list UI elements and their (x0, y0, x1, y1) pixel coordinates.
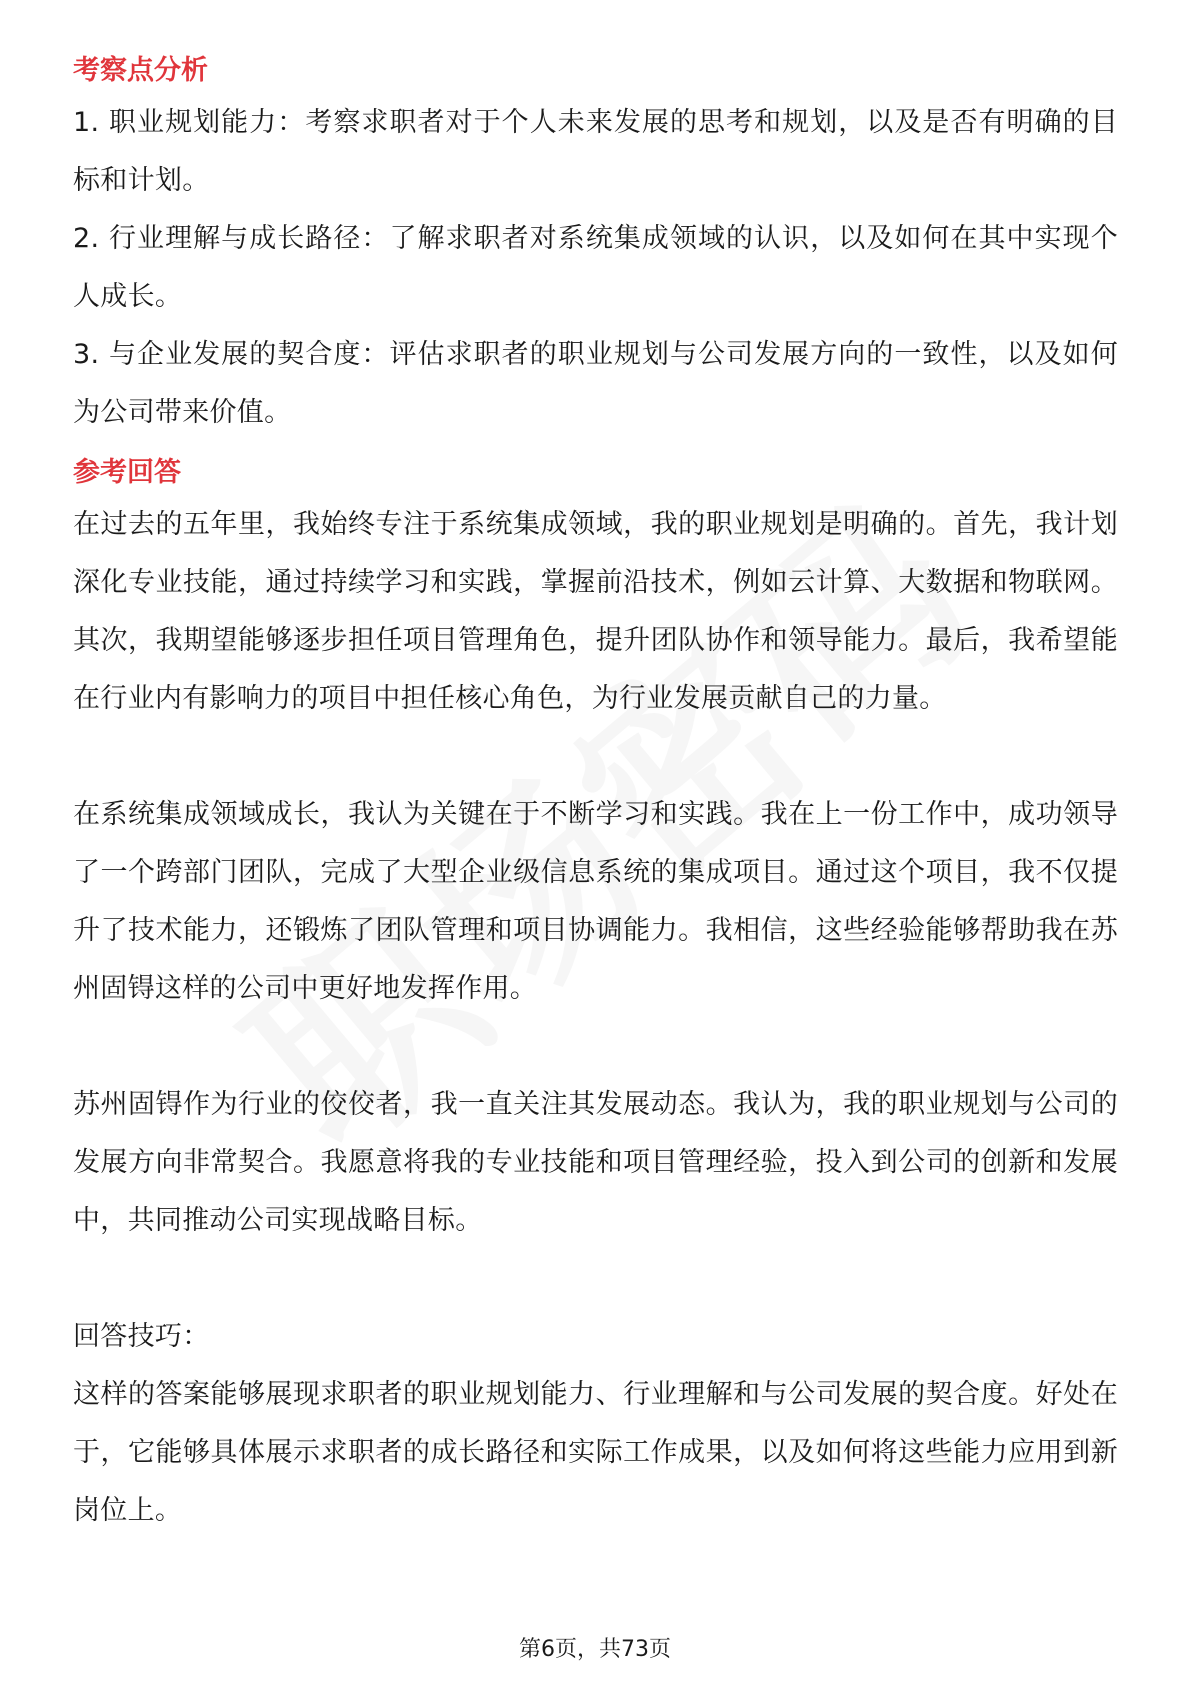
tips-paragraph: 这样的答案能够展现求职者的职业规划能力、行业理解和与公司发展的契合度。好处在于，它能够具体展示求职者的成长路径和实际工作成果，以及如何将这些能力应用到新岗位上。 (73, 1379, 1118, 1526)
answer-paragraph: 在过去的五年里，我始终专注于系统集成领域，我的职业规划是明确的。首先，我计划深化专业技能，通过持续学习和实践，掌握前沿技术，例如云计算、大数据和物联网。其次，我期望能够逐步担任项目管理角色，提升团队协作和领导能力。最后，我希望能在行业内有影响力的项目中担任核心角色，为行业发展贡献自己的力量。 (73, 509, 1118, 714)
section-heading-answer: 参考回答 (73, 457, 181, 488)
analysis-item: 3. 与企业发展的契合度：评估求职者的职业规划与公司发展方向的一致性，以及如何为公司带来价值。 (73, 339, 1118, 428)
tips-heading: 回答技巧： (73, 1321, 210, 1352)
analysis-item: 2. 行业理解与成长路径：了解求职者对系统集成领域的认识，以及如何在其中实现个人成长。 (73, 223, 1118, 312)
analysis-list (73, 94, 1118, 442)
analysis-item: 1. 职业规划能力：考察求职者对于个人未来发展的思考和规划，以及是否有明确的目标和计划。 (73, 107, 1118, 196)
answer-paragraph: 在系统集成领域成长，我认为关键在于不断学习和实践。我在上一份工作中，成功领导了一个跨部门团队，完成了大型企业级信息系统的集成项目。通过这个项目，我不仅提升了技术能力，还锻炼了团队管理和项目协调能力。我相信，这些经验能够帮助我在苏州固锝这样的公司中更好地发挥作用。 (73, 799, 1118, 1004)
page-number: 第6页，共73页 (519, 1637, 671, 1662)
answer-paragraph: 苏州固锝作为行业的佼佼者，我一直关注其发展动态。我认为，我的职业规划与公司的发展方向非常契合。我愿意将我的专业技能和项目管理经验，投入到公司的创新和发展中，共同推动公司实现战略目标。 (73, 1089, 1118, 1236)
page-content (73, 48, 1118, 1540)
section-heading-analysis: 考察点分析 (73, 55, 208, 86)
